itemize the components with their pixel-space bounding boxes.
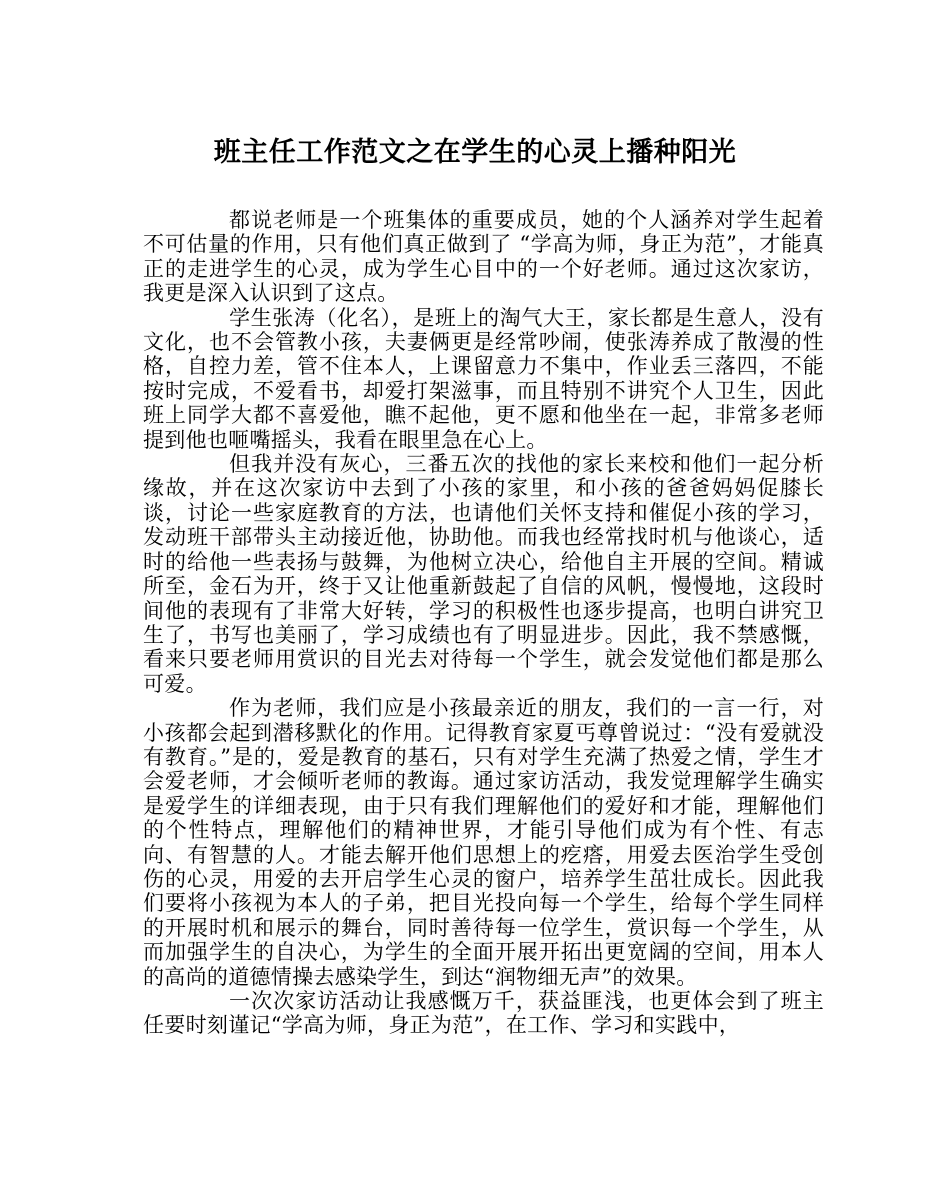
paragraph-4: 作为老师，我们应是小孩最亲近的朋友，我们的一言一行，对小孩都会起到潜移默化的作用。记得教育家夏丐尊曾说过：“没有爱就没有教育。”是的，爱是教育的基石，只有对学生充满了热爱之情，学生才会爱老师，才会倾听老师的教诲。通过家访活动，我发觉理解学生确实是爱学生的详细表现，由于只有我们理解他们的爱好和才能，理解他们的个性特点，理解他们的精神世界，才能引导他们成为有个性、有志向、有智慧的人。才能去解开他们思想上的疙瘩，用爱去医治学生受创伤的心灵，用爱的去开启学生心灵的窗户，培养学生茁壮成长。因此我们要将小孩视为本人的子弟，把目光投向每一个学生，给每个学生同样的开展时机和展示的舞台，同时善待每一位学生，赏识每一个学生，从而加强学生的自决心，为学生的全面开展开拓出更宽阔的空间，用本人的高尚的道德情操去感染学生，到达“润物细无声”的效果。 [143, 696, 824, 989]
document-body [143, 208, 824, 1038]
paragraph-5: 一次次家访活动让我感慨万千，获益匪浅，也更体会到了班主任要时刻谨记“学高为师，身正为范”，在工作、学习和实践中， [143, 989, 824, 1038]
paragraph-3: 但我并没有灰心，三番五次的找他的家长来校和他们一起分析缘故，并在这次家访中去到了小孩的家里，和小孩的爸爸妈妈促膝长谈，讨论一些家庭教育的方法，也请他们关怀支持和催促小孩的学习，发动班干部带头主动接近他，协助他。而我也经常找时机与他谈心，适时的给他一些表扬与鼓舞，为他树立决心，给他自主开展的空间。精诚所至，金石为开，终于又让他重新鼓起了自信的风帆，慢慢地，这段时间他的表现有了非常大好转，学习的积极性也逐步提高，也明白讲究卫生了，书写也美丽了，学习成绩也有了明显进步。因此，我不禁感慨，看来只要老师用赏识的目光去对待每一个学生，就会发觉他们都是那么可爱。 [143, 452, 824, 696]
document-title: 班主任工作范文之在学生的心灵上播种阳光 [213, 137, 737, 168]
paragraph-1: 都说老师是一个班集体的重要成员，她的个人涵养对学生起着不可估量的作用，只有他们真正做到了 “学高为师，身正为范”，才能真正的走进学生的心灵，成为学生心目中的一个好老师。通过这次家访，我更是深入认识到了这点。 [143, 208, 824, 306]
paragraph-2: 学生张涛（化名），是班上的淘气大王，家长都是生意人，没有文化，也不会管教小孩，夫妻俩更是经常吵闹，使张涛养成了散漫的性格，自控力差，管不住本人，上课留意力不集中，作业丢三落四，不能按时完成，不爱看书，却爱打架滋事，而且特别不讲究个人卫生，因此班上同学大都不喜爱他，瞧不起他，更不愿和他坐在一起，非常多老师提到他也咂嘴摇头，我看在眼里急在心上。 [143, 305, 824, 452]
